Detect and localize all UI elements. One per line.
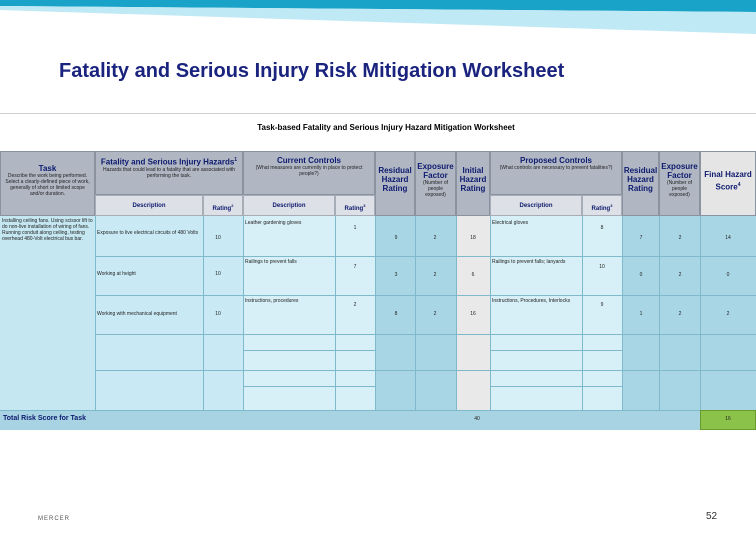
row1-hazard-rating: 10 [215, 235, 221, 241]
grid-line [622, 216, 623, 410]
hazards-description-header: Description [95, 195, 203, 216]
grid-line [700, 216, 701, 410]
exposure-header-title: Exposure Factor [417, 162, 454, 180]
total-label: Total Risk Score for Task [3, 415, 86, 422]
grid-line [203, 216, 204, 410]
row1-exposure: 2 [433, 235, 437, 241]
initial-header-title: Initial Hazard Rating [459, 166, 487, 193]
row2-hazard-rating: 10 [215, 271, 221, 277]
total-initial-score: 40 [474, 416, 480, 422]
row1-proposed-rating: 8 [600, 225, 604, 231]
exposure2-header-title: Exposure Factor [661, 162, 698, 180]
grid-line [243, 386, 375, 387]
task-header [0, 151, 95, 216]
row2-residual: 3 [394, 272, 398, 278]
grid-line [243, 350, 375, 351]
residual-header [375, 151, 415, 216]
row2-final: 0 [726, 272, 730, 278]
slide-title: Fatality and Serious Injury Risk Mitigation Worksheet [59, 60, 565, 82]
row1-residual: 9 [394, 235, 398, 241]
row2-initial: 6 [471, 272, 475, 278]
row2-current-control: Railings to prevent falls [245, 259, 297, 265]
row2-exposure: 2 [433, 272, 437, 278]
proposed-rating-header: Rating$^3$ [582, 195, 622, 216]
grid-line [375, 216, 376, 410]
grid-line [95, 216, 96, 410]
grid-line [659, 216, 660, 410]
grid-line [95, 370, 756, 371]
row2-residual2: 0 [639, 272, 643, 278]
hazards-header-sub: Hazards that could lead to a fatality that are associated with performing the task. [102, 166, 236, 179]
row3-current-control: Instructions, procedures [245, 298, 299, 304]
task-header-sub: Describe the work being performed. Select a clearly-defined piece of work, generally of short or limited scope and/or duration. [5, 173, 90, 197]
hazards-header [95, 151, 243, 195]
row3-hazard-rating: 10 [215, 311, 221, 317]
exposure-header-sub: (Number of people exposed) [422, 180, 448, 198]
grid-line [243, 216, 244, 410]
row3-hazard: Working with mechanical equipment [97, 311, 177, 317]
proposed-controls-title: Proposed Controls [519, 156, 592, 165]
initial-header [456, 151, 490, 216]
grid-line [415, 216, 416, 410]
row3-exposure: 2 [433, 311, 437, 317]
current-controls-title: Current Controls [277, 156, 341, 165]
grid-line [490, 350, 622, 351]
task-header-title: Task [38, 164, 57, 173]
current-controls-header [243, 151, 375, 195]
row1-exposure2: 2 [678, 235, 682, 241]
row2-exposure2: 2 [678, 272, 682, 278]
current-controls-sub: (What measures are currently in place to protect people?) [255, 165, 363, 177]
final-score-header-title: Final Hazard Score [704, 170, 752, 192]
worksheet-title: Task-based Fatality and Serious Injury Hazard Mitigation Worksheet [0, 114, 756, 151]
hazards-header-title: Fatality and Serious Injury Hazards [100, 157, 235, 167]
row2-proposed-control: Railings to prevent falls; lanyards [492, 259, 566, 265]
page-number: 52 [706, 511, 718, 522]
mercer-logo: MERCER [38, 516, 71, 522]
grid-line [335, 216, 336, 410]
residual-header-title: Residual Hazard Rating [378, 166, 412, 193]
header-banner [0, 0, 756, 40]
row1-final: 14 [725, 235, 731, 241]
total-final-score: 16 [725, 416, 731, 422]
row1-proposed-control: Electrical gloves [492, 220, 529, 226]
row3-current-rating: 2 [353, 302, 357, 308]
row2-proposed-rating: 10 [599, 264, 605, 270]
total-final-score-box [700, 410, 756, 430]
exposure-header [415, 151, 456, 216]
grid-line [582, 216, 583, 410]
exposure2-header [659, 151, 700, 216]
exposure2-header-sub: (Number of people exposed) [666, 180, 692, 198]
row1-hazard: Exposure to live electrical circuits of 480 Volts [97, 230, 199, 236]
hazards-rating-header: Rating$^2$ [203, 195, 243, 216]
row1-initial: 18 [470, 235, 476, 241]
task-description: Installing ceiling fans. Using scissor lift to do non-live installation of wiring of fans. Running conduit along ceiling, testing overhead 480-Volt electrical bus bar. [2, 218, 93, 242]
row3-final: 2 [726, 311, 730, 317]
row3-initial: 16 [470, 311, 476, 317]
row3-residual: 8 [394, 311, 398, 317]
row2-current-rating: 7 [353, 264, 357, 270]
row3-exposure2: 2 [678, 311, 682, 317]
proposed-description-header: Description [490, 195, 582, 216]
grid-line [490, 216, 491, 410]
proposed-controls-column [490, 216, 622, 410]
grid-line [95, 256, 756, 257]
hazards-header-sup: 1 [234, 157, 238, 163]
grid-line [95, 295, 756, 296]
final-score-header [700, 151, 756, 216]
worksheet-table [0, 113, 756, 429]
row1-current-control: Leather gardening gloves [245, 220, 302, 226]
current-rating-header: Rating$^3$ [335, 195, 375, 216]
task-column [0, 216, 95, 410]
row3-proposed-control: Instructions, Procedures, Interlocks [492, 298, 571, 304]
total-row [0, 410, 756, 430]
current-controls-column [243, 216, 375, 410]
proposed-controls-header [490, 151, 622, 195]
proposed-controls-sub: (What controls are necessary to prevent fatalities?) [499, 165, 613, 171]
residual2-header [622, 151, 659, 216]
row1-residual2: 7 [639, 235, 643, 241]
row3-residual2: 1 [639, 311, 643, 317]
grid-line [95, 334, 756, 335]
residual2-header-title: Residual Hazard Rating [623, 166, 658, 193]
current-description-header: Description [243, 195, 335, 216]
row2-hazard: Working at height [97, 271, 136, 277]
grid-line [490, 386, 622, 387]
grid-line [456, 216, 457, 410]
row1-current-rating: 1 [353, 225, 357, 231]
final-score-header-sup: 4 [737, 182, 741, 188]
row3-proposed-rating: 9 [600, 302, 604, 308]
